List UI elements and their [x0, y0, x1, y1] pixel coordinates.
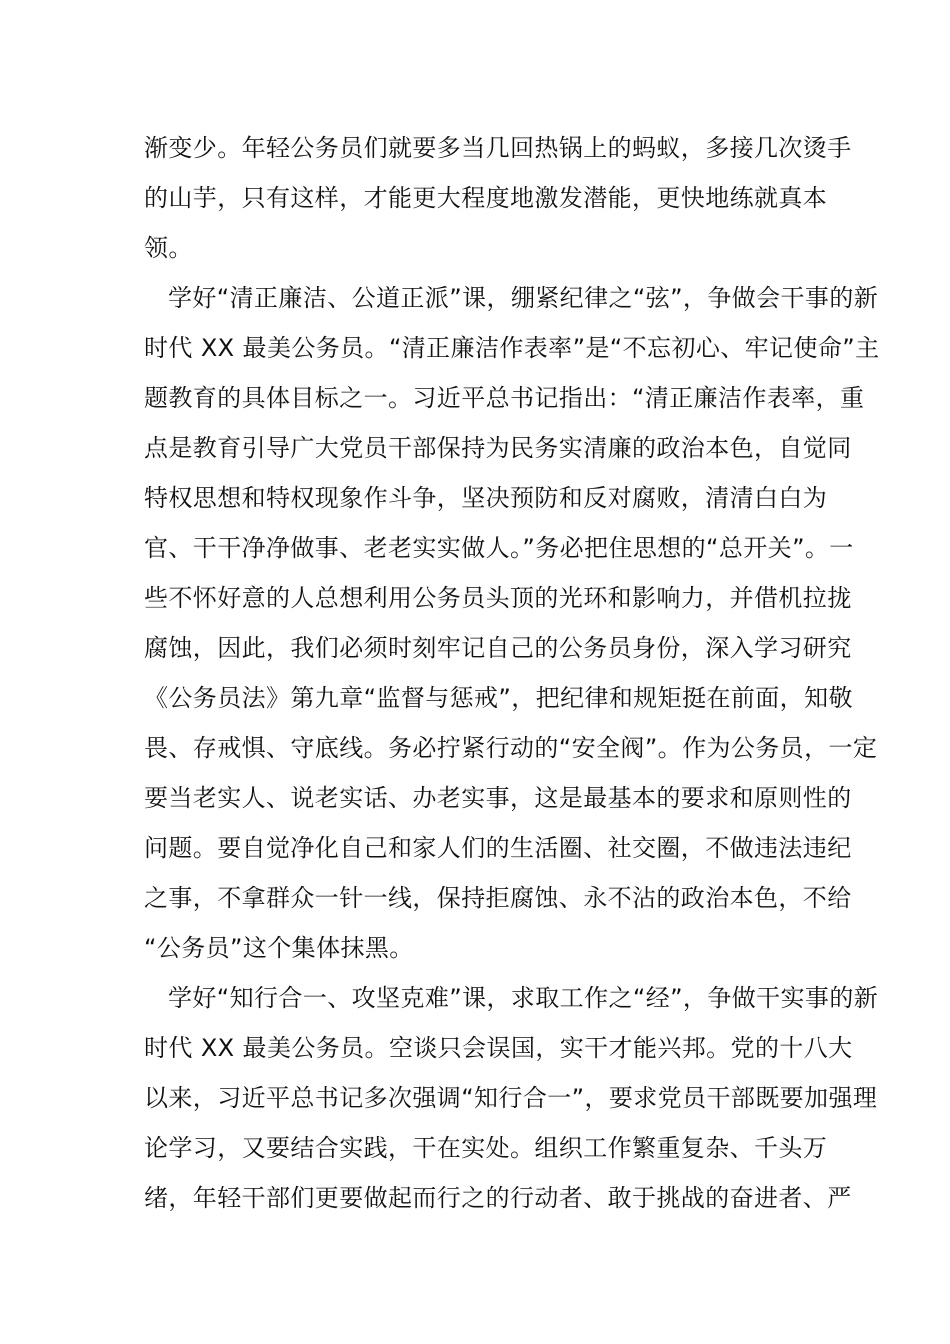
text-line: 腐蚀，因此，我们必须时刻牢记自己的公务员身份，深入学习研究 [144, 634, 852, 662]
text-line: 题教育的具体目标之一。习近平总书记指出：“清正廉洁作表率，重 [144, 384, 865, 412]
text-line: 点是教育引导广大党员干部保持为民务实清廉的政治本色，自觉同 [144, 434, 852, 462]
text-line: 官、干干净净做事、老老实实做人。”务必把住思想的“总开关”。一 [144, 534, 854, 562]
text-line: 要当老实人、说老实话、办老实事，这是最基本的要求和原则性的 [144, 784, 852, 812]
text-line: 问题。要自觉净化自己和家人们的生活圈、社交圈，不做违法违纪 [144, 834, 852, 862]
text-line: 领。 [144, 234, 193, 262]
text-line: 特权思想和特权现象作斗争，坚决预防和反对腐败，清清白白为 [144, 484, 828, 512]
paragraph-first-line: 学好“知行合一、攻坚克难”课，求取工作之“经”，争做干实事的新 [168, 984, 879, 1012]
text-line: 论学习，又要结合实践，干在实处。组织工作繁重复杂、千头万 [144, 1134, 828, 1162]
text-line: 时代 XX 最美公务员。空谈只会误国，实干才能兴邦。党的十八大 [144, 1034, 853, 1062]
text-line: 些不怀好意的人总想利用公务员头顶的光环和影响力，并借机拉拢 [144, 584, 852, 612]
text-line: 以来，习近平总书记多次强调“知行合一”，要求党员干部既要加强理 [144, 1084, 878, 1112]
text-line: 之事，不拿群众一针一线，保持拒腐蚀、永不沾的政治本色，不给 [144, 884, 852, 912]
text-line: 的山芋，只有这样，才能更大程度地激发潜能，更快地练就真本 [144, 184, 828, 212]
text-line: 渐变少。年轻公务员们就要多当几回热锅上的蚂蚁，多接几次烫手 [144, 134, 852, 162]
text-line: 《公务员法》第九章“监督与惩戒”，把纪律和规矩挺在前面，知敬 [144, 684, 853, 712]
paragraph-first-line: 学好“清正廉洁、公道正派”课，绷紧纪律之“弦”，争做会干事的新 [168, 284, 879, 312]
text-line: “公务员”这个集体抹黑。 [144, 934, 414, 962]
text-line: 时代 XX 最美公务员。“清正廉洁作表率”是“不忘初心、牢记使命”主 [144, 334, 880, 362]
text-line: 畏、存戒惧、守底线。务必拧紧行动的“安全阀”。作为公务员，一定 [144, 734, 878, 762]
text-line: 绪，年轻干部们更要做起而行之的行动者、敢于挑战的奋进者、严 [144, 1184, 852, 1212]
